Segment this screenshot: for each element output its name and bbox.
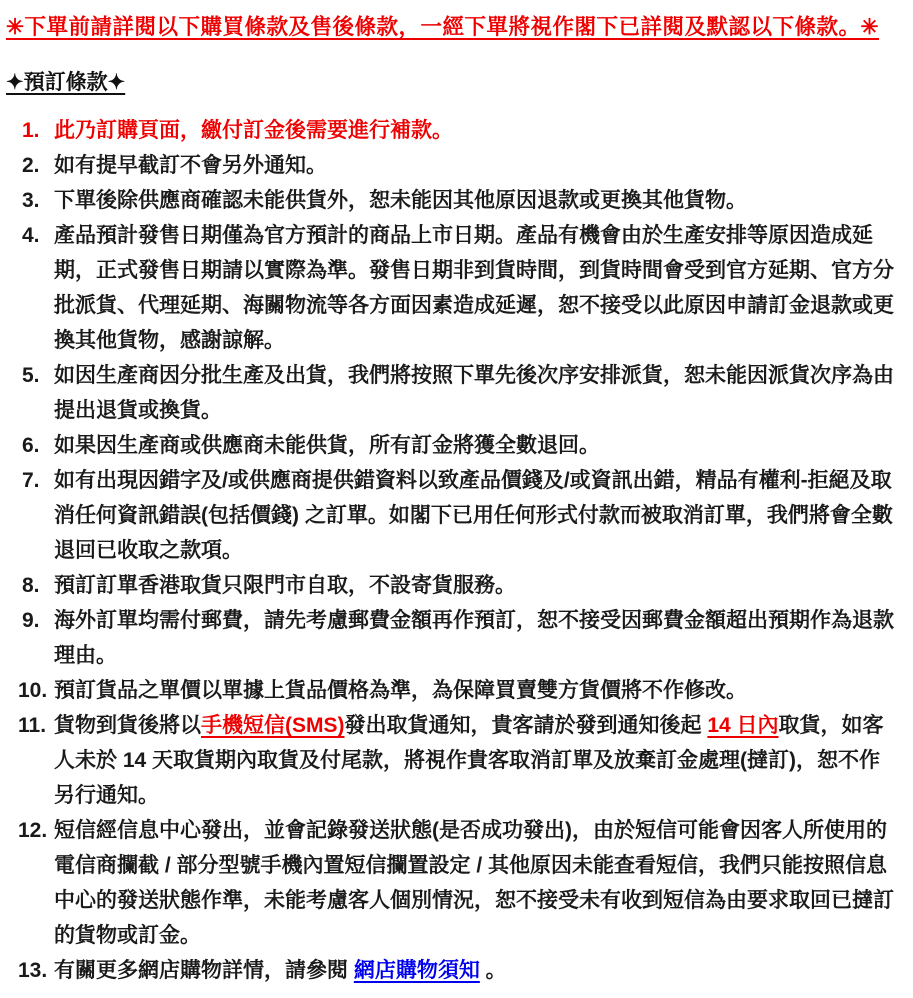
store-shopping-guide-link[interactable]: 網店購物須知 <box>353 959 480 983</box>
term-text <box>54 154 327 177</box>
term-text-segment: 如有出現因錯字及/或供應商提供錯資料以致產品價錢及/或資訊出錯，精品有權利-拒絕及取消任何資訊錯誤(包括價錢) 之訂單。如閣下已用任何形式付款而被取消訂單，我們將會全數退回已收取之款項。 <box>54 469 893 563</box>
term-number: 9. <box>22 609 40 633</box>
term-number: 10. <box>18 679 48 703</box>
term-item-3 <box>6 183 899 218</box>
term-text-segment: 預訂貨品之單價以單據上貨品價格為準，為保障買賣雙方貨價將不作修改。 <box>54 679 747 703</box>
term-item-2 <box>6 148 899 183</box>
term-text-segment: 。 <box>479 959 507 983</box>
term-text-segment: 下單後除供應商確認未能供貨外，恕未能因其他原因退款或更換其他貨物。 <box>54 189 747 213</box>
term-text <box>54 819 894 947</box>
term-item-6 <box>6 428 899 463</box>
term-item-12 <box>6 813 899 953</box>
term-text-segment: 貨物到貨後將以 <box>54 714 201 738</box>
term-text <box>54 189 747 212</box>
term-text-segment: 有關更多網店購物詳情，請參閱 <box>54 959 354 983</box>
term-item-5 <box>6 358 899 428</box>
highlighted-term-text: 14 日內 <box>707 714 779 738</box>
term-text <box>54 469 893 562</box>
term-number: 3. <box>22 189 40 213</box>
highlighted-term-text: 手機短信(SMS) <box>201 714 345 738</box>
term-item-13 <box>6 953 899 988</box>
term-number: 2. <box>22 154 40 178</box>
term-item-10 <box>6 673 899 708</box>
term-number: 5. <box>22 364 40 388</box>
term-text-segment: 如果因生產商或供應商未能供貨，所有訂金將獲全數退回。 <box>54 434 600 458</box>
term-item-9 <box>6 603 899 673</box>
term-item-7 <box>6 463 899 568</box>
term-item-4 <box>6 218 899 358</box>
term-text <box>54 364 894 422</box>
term-item-11 <box>6 708 899 813</box>
term-text-segment: 海外訂單均需付郵費，請先考慮郵費金額再作預訂，恕不接受因郵費金額超出預期作為退款理由。 <box>54 609 894 668</box>
term-number: 7. <box>22 469 40 493</box>
term-text <box>54 224 894 352</box>
term-text-segment: 發出取貨通知，貴客請於發到通知後起 <box>344 714 708 738</box>
term-number: 6. <box>22 434 40 458</box>
term-number: 11. <box>18 714 47 738</box>
term-text <box>54 574 516 597</box>
term-text <box>54 119 453 142</box>
term-text-segment: 如有提早截訂不會另外通知。 <box>54 154 327 178</box>
term-number: 8. <box>22 574 40 598</box>
term-text <box>54 679 747 702</box>
term-number: 12. <box>18 819 48 843</box>
term-item-8 <box>6 568 899 603</box>
term-text <box>54 609 894 667</box>
term-number: 4. <box>22 224 40 248</box>
term-number: 13. <box>18 959 48 983</box>
term-text-segment: 如因生產商因分批生產及出貨，我們將按照下單先後次序安排派貨，恕未能因派貨次序為由提出退貨或換貨。 <box>54 364 894 423</box>
term-text-segment: 短信經信息中心發出，並會記錄發送狀態(是否成功發出)，由於短信可能會因客人所使用的電信商攔截 / 部分型號手機內置短信攔置設定 / 其他原因未能查看短信，我們只能按照信息中心的發送狀態作準，未能考慮客人個別情況，恕不接受未有收到短信為由要求取回已撻訂的貨物或訂金。 <box>54 819 894 948</box>
section-title-preorder-terms: ✦預訂條款✦ <box>6 71 126 95</box>
term-text <box>54 714 884 807</box>
terms-list <box>6 113 899 988</box>
term-item-1 <box>6 113 899 148</box>
term-text <box>54 434 600 457</box>
pre-order-notice-banner: ✳下單前請詳閱以下購買條款及售後條款，一經下單將視作閣下已詳閱及默認以下條款。✳ <box>6 15 880 39</box>
term-number: 1. <box>22 119 40 143</box>
term-text-segment: 取貨，如客人未於 14 天取貨期內取貨及付尾款，將視作貴客取消訂單及放棄訂金處理(撻訂)，恕不作另行通知。 <box>54 714 884 808</box>
term-text-segment: 此乃訂購頁面，繳付訂金後需要進行補款。 <box>54 119 453 143</box>
term-text <box>54 959 507 982</box>
term-text-segment: 預訂訂單香港取貨只限門市自取，不設寄貨服務。 <box>54 574 516 598</box>
term-text-segment: 產品預計發售日期僅為官方預計的商品上市日期。產品有機會由於生產安排等原因造成延期，正式發售日期請以實際為準。發售日期非到貨時間，到貨時間會受到官方延期、官方分批派貨、代理延期、海關物流等各方面因素造成延遲，恕不接受以此原因申請訂金退款或更換其他貨物，感謝諒解。 <box>54 224 894 353</box>
